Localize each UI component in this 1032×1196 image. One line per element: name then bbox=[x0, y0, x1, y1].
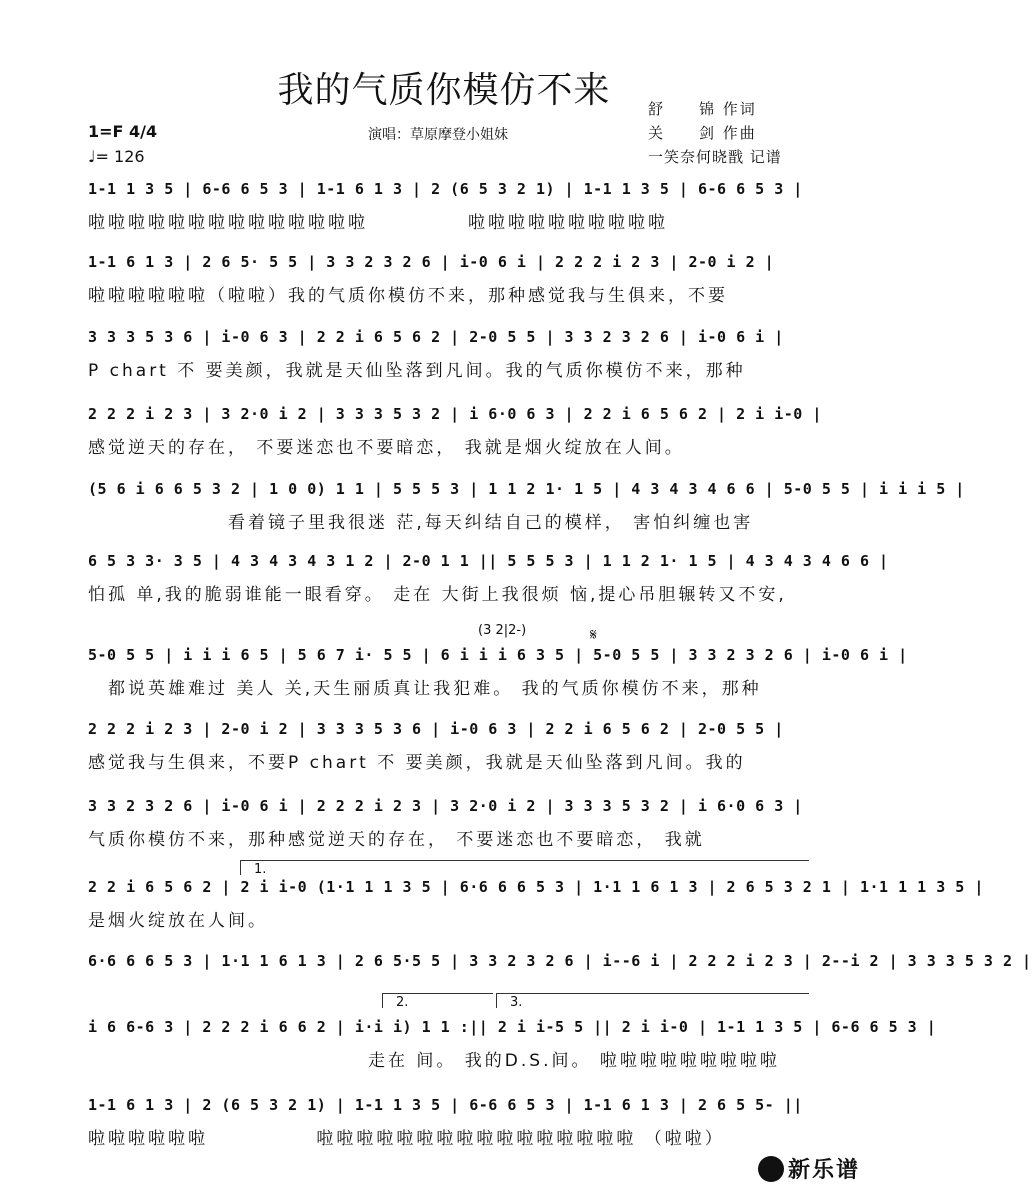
notation-row: 1-1 6 1 3 | 2 (6 5 3 2 1) | 1-1 1 3 5 | 6-6 6 5 3 | 1-1 6 1 3 | 2 6 5 5- || bbox=[88, 1096, 803, 1114]
lyric-row: 感觉我与生俱来，不要P chart 不 要美颜，我就是天仙坠落到凡间。我的 bbox=[88, 753, 746, 773]
grace-note-marker: (3 2|2-) bbox=[478, 623, 527, 638]
notation-row: 2 2 i 6 5 6 2 | 2 i i-0 (1·1 1 1 3 5 | 6·6 6 6 5 3 | 1·1 1 6 1 3 | 2 6 5 3 2 1 | 1·1 1 1 3 5 | bbox=[88, 878, 984, 896]
logo-text: 新乐谱 bbox=[788, 1158, 861, 1183]
volta-2-label: 2. bbox=[396, 995, 409, 1010]
notation-row: 1-1 6 1 3 | 2 6 5· 5 5 | 3 3 2 3 2 6 | i-0 6 i | 2 2 2 i 2 3 | 2-0 i 2 | bbox=[88, 253, 775, 271]
transcriber-credit: 一笑奈何晓戬 记谱 bbox=[648, 148, 782, 166]
notation-row: i 6 6-6 3 | 2 2 2 i 6 6 2 | i·i i) 1 1 :|| 2 i i-5 5 || 2 i i-0 | 1-1 1 3 5 | 6-6 6 5 3 | bbox=[88, 1018, 937, 1036]
lyric-row: 怕孤 单,我的脆弱谁能一眼看穿。 走在 大街上我很烦 恼,提心吊胆辗转又不安, bbox=[88, 585, 787, 605]
volta-1-bracket bbox=[240, 860, 809, 875]
lyricist-credit: 舒 锦 作词 bbox=[648, 100, 757, 118]
lyric-row: 啦啦啦啦啦啦啦啦啦啦啦啦啦啦 啦啦啦啦啦啦啦啦啦啦 bbox=[88, 213, 668, 233]
notation-row: 3 3 3 5 3 6 | i-0 6 3 | 2 2 i 6 5 6 2 | 2-0 5 5 | 3 3 2 3 2 6 | i-0 6 i | bbox=[88, 328, 784, 346]
lyric-row: P chart 不 要美颜，我就是天仙坠落到凡间。我的气质你模仿不来，那种 bbox=[88, 361, 746, 381]
volta-1-label: 1. bbox=[254, 862, 267, 877]
lyric-row: 啦啦啦啦啦啦 啦啦啦啦啦啦啦啦啦啦啦啦啦啦啦啦 （啦啦） bbox=[88, 1129, 725, 1149]
notation-row: 5-0 5 5 | i i i 6 5 | 5 6 7 i· 5 5 | 6 i i i 6 3 5 | 5-0 5 5 | 3 3 2 3 2 6 | i-0 6 i | bbox=[88, 646, 908, 664]
notation-row: (5 6 i 6 6 5 3 2 | 1 0 0) 1 1 | 5 5 5 3 | 1 1 2 1· 1 5 | 4 3 4 3 4 6 6 | 5-0 5 5 | i i i 5 | bbox=[88, 480, 965, 498]
song-title: 我的气质你模仿不来 bbox=[277, 70, 611, 111]
composer-credit: 关 剑 作曲 bbox=[648, 124, 757, 142]
lyric-row: 走在 间。 我的D.S.间。 啦啦啦啦啦啦啦啦啦 bbox=[88, 1051, 780, 1071]
notation-row: 1-1 1 3 5 | 6-6 6 5 3 | 1-1 6 1 3 | 2 (6 5 3 2 1) | 1-1 1 3 5 | 6-6 6 5 3 | bbox=[88, 180, 803, 198]
lyric-row: 看着镜子里我很迷 茫,每天纠结自己的模样， 害怕纠缠也害 bbox=[88, 513, 754, 533]
singer-credit: 演唱：草原摩登小姐妹 bbox=[368, 127, 508, 143]
notation-row: 2 2 2 i 2 3 | 3 2·0 i 2 | 3 3 3 5 3 2 | i 6·0 6 3 | 2 2 i 6 5 6 2 | 2 i i-0 | bbox=[88, 405, 822, 423]
segno-sign: 𝄋 bbox=[590, 625, 597, 644]
notation-row: 6·6 6 6 5 3 | 1·1 1 6 1 3 | 2 6 5·5 5 | 3 3 2 3 2 6 | i--6 i | 2 2 2 i 2 3 | 2--i 2 | 3 3 3 5 3 2 | bbox=[88, 952, 1032, 970]
lyric-row: 气质你模仿不来，那种感觉逆天的存在， 不要迷恋也不要暗恋， 我就 bbox=[88, 830, 705, 850]
lyric-row: 都说英雄难过 美人 关,天生丽质真让我犯难。 我的气质你模仿不来，那种 bbox=[88, 679, 762, 699]
site-logo bbox=[758, 1153, 860, 1184]
music-note-icon bbox=[758, 1156, 784, 1182]
notation-row: 6 5 3 3· 3 5 | 4 3 4 3 4 3 1 2 | 2-0 1 1 || 5 5 5 3 | 1 1 2 1· 1 5 | 4 3 4 3 4 6 6 | bbox=[88, 552, 889, 570]
tempo-marking: ♩= 126 bbox=[88, 147, 145, 166]
notation-row: 2 2 2 i 2 3 | 2-0 i 2 | 3 3 3 5 3 6 | i-0 6 3 | 2 2 i 6 5 6 2 | 2-0 5 5 | bbox=[88, 720, 784, 738]
lyric-row: 感觉逆天的存在， 不要迷恋也不要暗恋， 我就是烟火绽放在人间。 bbox=[88, 438, 685, 458]
volta-3-label: 3. bbox=[510, 995, 523, 1010]
lyric-row: 是烟火绽放在人间。 bbox=[88, 911, 268, 931]
notation-row: 3 3 2 3 2 6 | i-0 6 i | 2 2 2 i 2 3 | 3 2·0 i 2 | 3 3 3 5 3 2 | i 6·0 6 3 | bbox=[88, 797, 803, 815]
lyric-row: 啦啦啦啦啦啦（啦啦）我的气质你模仿不来，那种感觉我与生俱来，不要 bbox=[88, 286, 728, 306]
key-signature: 1=F 4/4 bbox=[88, 122, 158, 141]
volta-3-bracket bbox=[496, 993, 809, 1008]
